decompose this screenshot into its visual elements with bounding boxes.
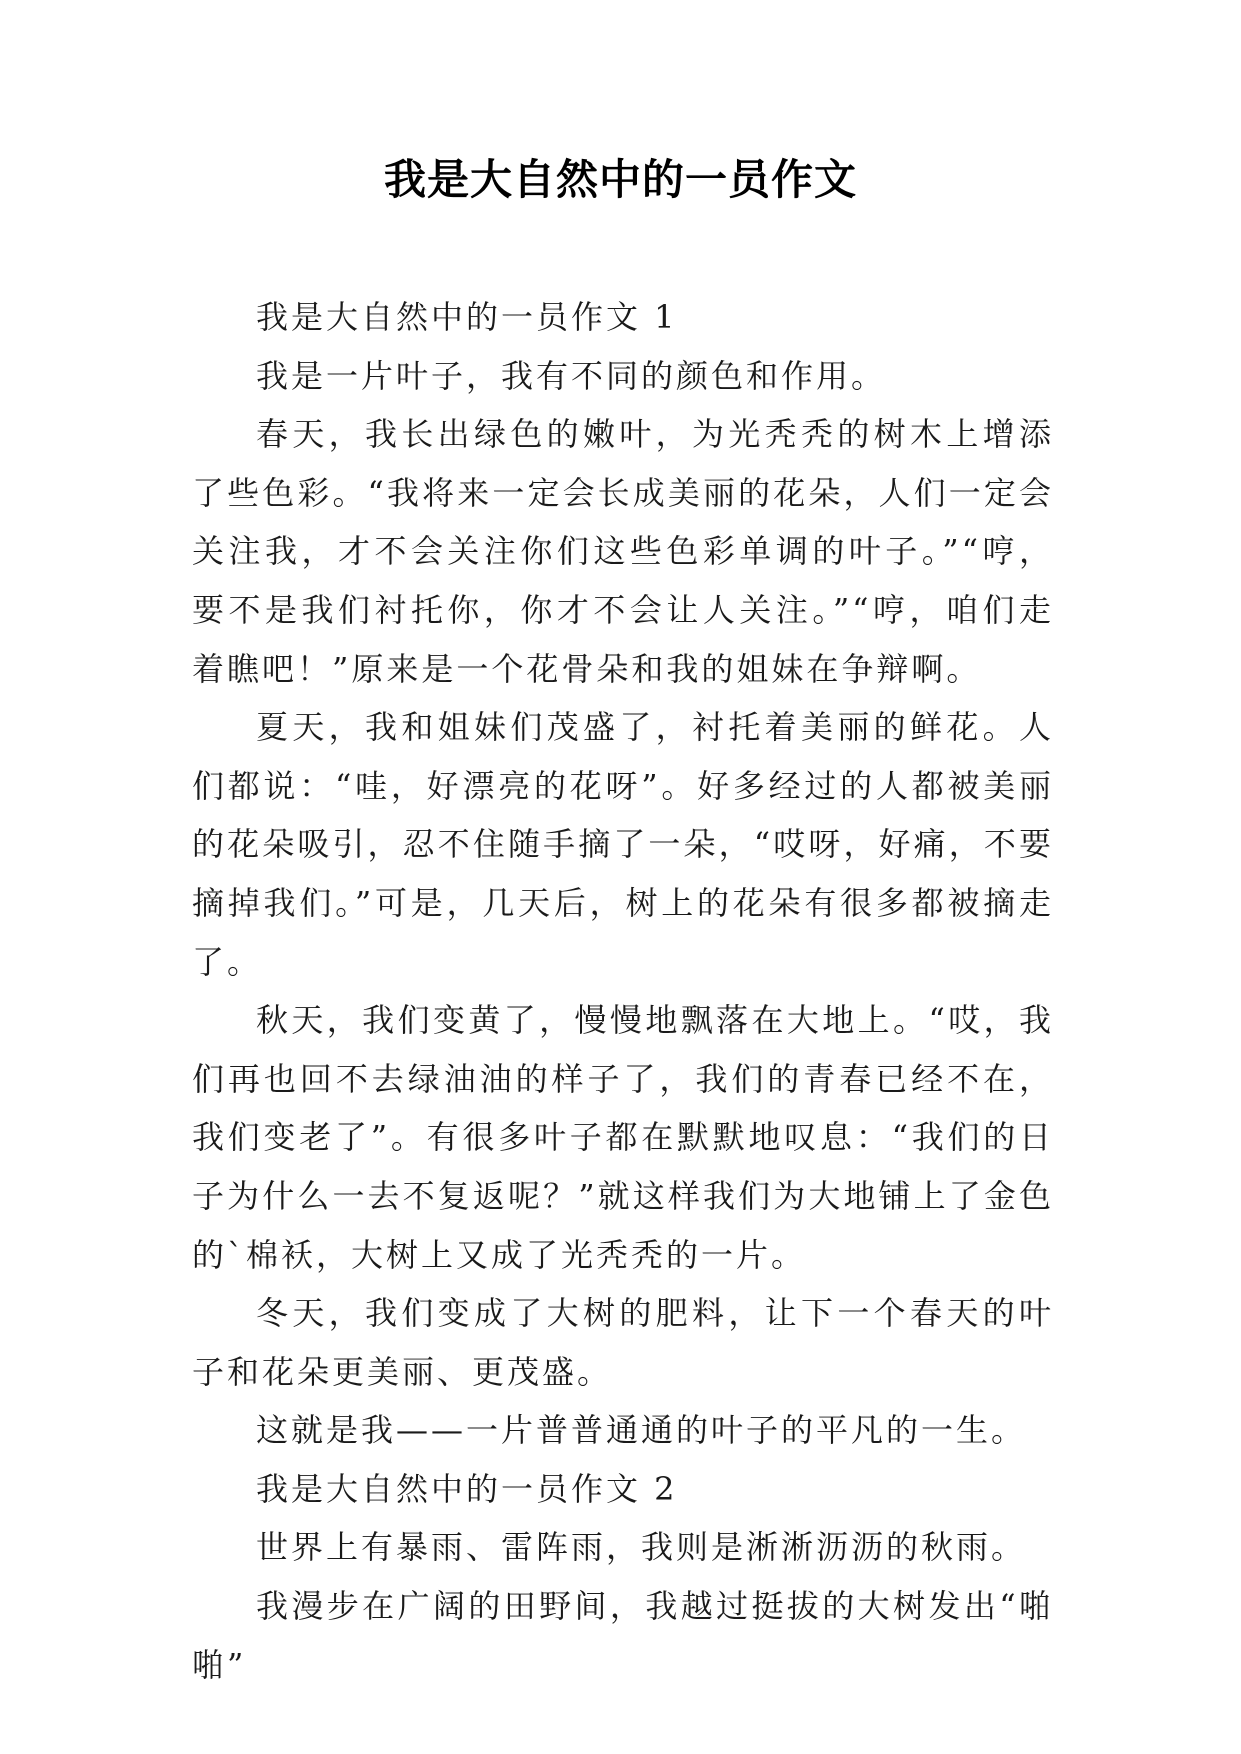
document-body xyxy=(192,288,1054,1694)
paragraph: 这就是我——一片普普通通的叶子的平凡的一生。 xyxy=(256,1411,1027,1450)
paragraph: 我漫步在广阔的田野间，我越过挺拔的大树发出“啪啪” xyxy=(192,1587,1054,1684)
paragraph: 秋天，我们变黄了，慢慢地飘落在大地上。“哎，我们再也回不去绿油油的样子了，我们的青春已经不在，我们变老了”。有很多叶子都在默默地叹息：“我们的日子为什么一去不复返呢？”就这样我们为大地铺上了金色的`棉袄，大树上又成了光秃秃的一片。 xyxy=(192,1001,1054,1274)
paragraph: 夏天，我和姐妹们茂盛了，衬托着美丽的鲜花。人们都说：“哇，好漂亮的花呀”。好多经过的人都被美丽的花朵吸引，忍不住随手摘了一朵，“哎呀，好痛，不要摘掉我们。”可是，几天后，树上的花朵有很多都被摘走了。 xyxy=(192,708,1054,981)
paragraph: 我是一片叶子，我有不同的颜色和作用。 xyxy=(256,356,887,395)
paragraph: 春天，我长出绿色的嫩叶，为光秃秃的树木上增添了些色彩。“我将来一定会长成美丽的花朵，人们一定会关注我，才不会关注你们这些色彩单调的叶子。”“哼，要不是我们衬托你，你才不会让人关注。”“哼，咱们走着瞧吧！”原来是一个花骨朵和我的姐妹在争辩啊。 xyxy=(192,415,1054,688)
paragraph: 冬天，我们变成了大树的肥料，让下一个春天的叶子和花朵更美丽、更茂盛。 xyxy=(192,1294,1054,1391)
document-title: 我是大自然中的一员作文 xyxy=(383,155,857,204)
paragraph-heading-1: 我是大自然中的一员作文 1 xyxy=(256,298,678,336)
paragraph: 世界上有暴雨、雷阵雨，我则是淅淅沥沥的秋雨。 xyxy=(256,1528,1027,1567)
paragraph-heading-2: 我是大自然中的一员作文 2 xyxy=(256,1469,678,1508)
